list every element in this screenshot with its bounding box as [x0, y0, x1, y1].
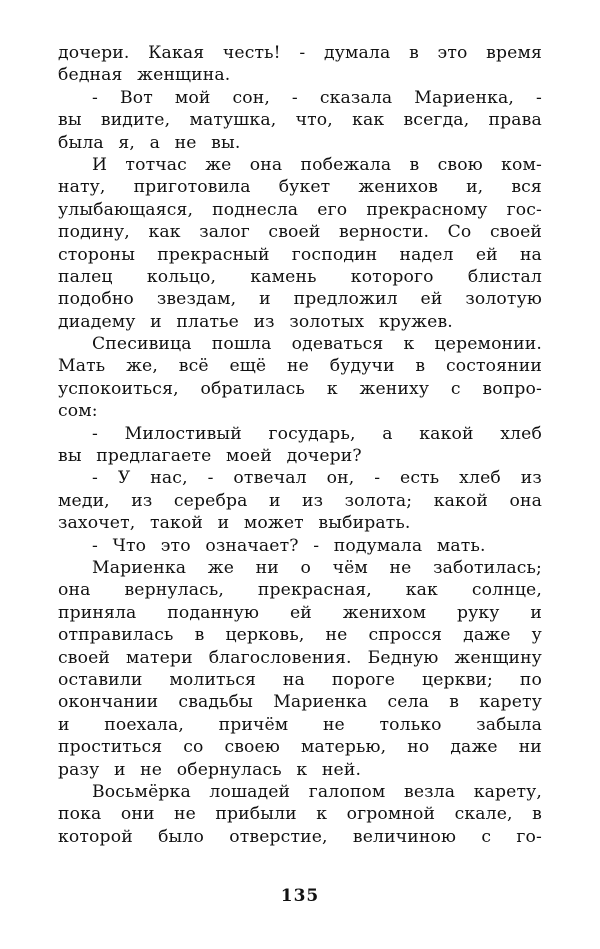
text-line: улыбающаяся, поднесла его прекрасному гос-: [58, 199, 542, 220]
text-line: окончании свадьбы Мариенка села в карету: [58, 692, 542, 713]
text-line: Мариенка же ни о чём не заботилась;: [92, 557, 542, 578]
text-line: подобно звездам, и предложил ей золотую: [58, 289, 542, 310]
page-number: 135: [280, 886, 320, 906]
paragraph: [58, 154, 542, 333]
paragraph: [58, 557, 542, 781]
text-line: палец кольцо, камень которого блистал: [58, 266, 542, 287]
paragraph: [58, 535, 542, 557]
text-line: вы предлагаете моей дочери?: [58, 446, 362, 467]
text-line: Восьмёрка лошадей галопом везла карету,: [92, 781, 542, 802]
text-line: Спесивица пошла одеваться к церемонии.: [92, 334, 542, 355]
text-line: стороны прекрасный господин надел ей на: [58, 244, 542, 265]
text-line: вы видите, матушка, что, как всегда, права: [58, 110, 542, 131]
text-line: и поехала, причём не только забыла: [58, 714, 542, 735]
paragraph: [58, 467, 542, 534]
text-line: разу и не обернулась к ней.: [58, 759, 362, 780]
text-line: меди, из серебра и из золота; какой она: [58, 490, 542, 511]
text-line: - Вот мой сон, - сказала Мариенка, -: [92, 87, 542, 108]
text-line: пока они не прибыли к огромной скале, в: [58, 804, 542, 825]
text-line: своей матери благословения. Бедную женщину: [58, 647, 542, 668]
text-line: успокоиться, обратилась к жениху с вопро-: [58, 378, 542, 399]
text-line: подину, как залог своей верности. Со своей: [58, 222, 542, 243]
text-line: нату, приготовила букет женихов и, вся: [58, 177, 542, 198]
text-line: она вернулась, прекрасная, как солнце,: [58, 580, 542, 601]
paragraph: [58, 42, 542, 87]
text-line: отправилась в церковь, не спросся даже у: [58, 625, 542, 646]
text-line: захочет, такой и может выбирать.: [58, 513, 411, 534]
text-line: проститься со своею матерью, но даже ни: [58, 737, 542, 758]
text-line: - Милостивый государь, а какой хлеб: [92, 423, 542, 444]
text-line: которой было отверстие, величиною с го-: [58, 826, 542, 847]
paragraph: [58, 87, 542, 154]
text-line: дочери. Какая честь! - думала в это время: [58, 43, 542, 63]
text-line: была я, а не вы.: [58, 132, 241, 153]
paragraph: [58, 423, 542, 468]
text-line: приняла поданную ей женихом руку и: [58, 602, 542, 623]
text-line: - У нас, - отвечал он, - есть хлеб из: [92, 468, 542, 489]
text-line: - Что это означает? - подумала мать.: [92, 535, 486, 556]
paragraph: [58, 333, 542, 423]
text-line: Мать же, всё ещё не будучи в состоянии: [58, 356, 542, 377]
book-page-text: [58, 42, 542, 848]
text-line: сом:: [58, 401, 98, 422]
text-line: И тотчас же она побежала в свою ком-: [92, 154, 542, 175]
paragraph: [58, 781, 542, 848]
text-line: оставили молиться на пороге церкви; по: [58, 669, 542, 690]
text-line: диадему и платье из золотых кружев.: [58, 311, 453, 332]
text-line: бедная женщина.: [58, 65, 231, 86]
